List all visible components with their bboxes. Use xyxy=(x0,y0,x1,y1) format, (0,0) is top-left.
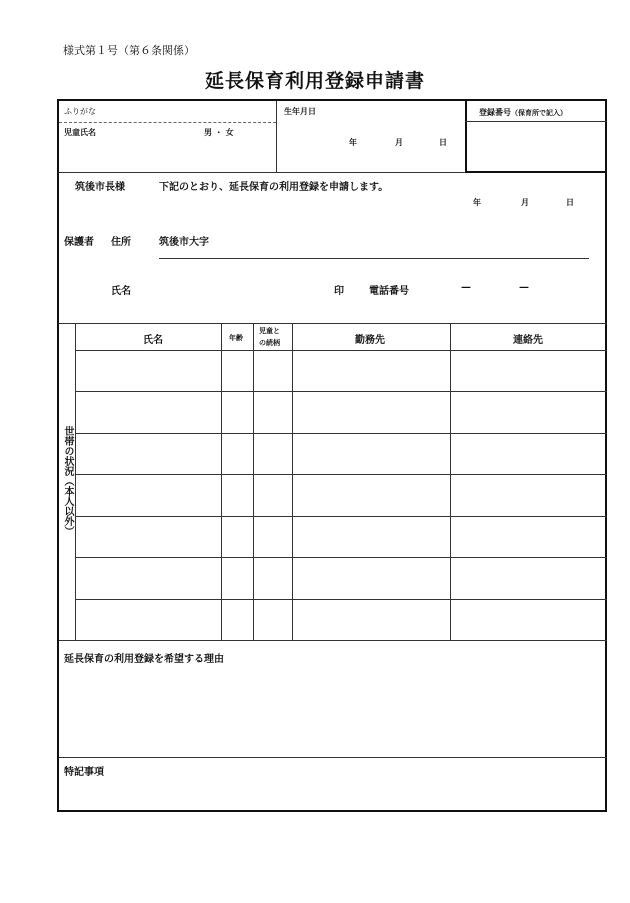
reason-bottom-border xyxy=(59,757,607,758)
application-day-label: 日 xyxy=(566,198,574,207)
gender-options[interactable]: 男 ・ 女 xyxy=(204,128,234,137)
table-row xyxy=(75,433,607,434)
application-month-label: 月 xyxy=(521,198,529,207)
seal-mark: 印 xyxy=(334,286,344,297)
household-side-label: 世帯の状況（本人以外） xyxy=(62,426,73,536)
col-header-workplace: 勤務先 xyxy=(355,335,385,346)
col-divider-relation-work xyxy=(292,323,293,640)
birthdate-label: 生年月日 xyxy=(284,107,316,116)
household-side-divider xyxy=(75,323,76,640)
phone-label: 電話番号 xyxy=(369,286,409,297)
furigana-divider xyxy=(59,122,276,123)
registration-note: （保育所で記入） xyxy=(511,109,567,117)
address-label: 住所 xyxy=(111,237,131,248)
application-statement: 下記のとおり、延長保育の利用登録を申請します。 xyxy=(159,182,389,193)
table-row xyxy=(75,557,607,558)
phone-dash-2: — xyxy=(519,282,529,293)
col-header-name: 氏名 xyxy=(143,335,163,346)
household-header-bottom xyxy=(75,350,607,351)
birth-year-label: 年 xyxy=(349,138,357,147)
col-divider-work-contact xyxy=(450,323,451,640)
guardian-label: 保護者 xyxy=(64,237,94,248)
col-header-contact: 連絡先 xyxy=(513,335,543,346)
child-name-label: 児童氏名 xyxy=(64,128,96,137)
addressee: 筑後市長様 xyxy=(75,182,125,193)
guardian-name-label: 氏名 xyxy=(111,286,131,297)
child-row-bottom xyxy=(59,172,466,173)
furigana-label: ふりがな xyxy=(64,107,96,116)
registration-header-divider xyxy=(465,121,607,122)
divider-birth-reg xyxy=(465,101,467,173)
phone-dash-1: — xyxy=(461,282,471,293)
form-number: 様式第１号（第６条関係） xyxy=(63,44,195,57)
table-row xyxy=(75,391,607,392)
birth-day-label: 日 xyxy=(439,138,447,147)
col-header-age: 年齢 xyxy=(229,334,243,342)
col-divider-name-age xyxy=(221,323,222,640)
table-row xyxy=(75,474,607,475)
table-row xyxy=(75,516,607,517)
application-year-label: 年 xyxy=(473,198,481,207)
notes-label: 特記事項 xyxy=(64,767,104,778)
registration-number-text: 登録番号 xyxy=(479,108,511,117)
document-title: 延長保育利用登録申請書 xyxy=(204,70,425,92)
registration-box-bottom xyxy=(465,171,607,173)
household-bottom-border xyxy=(59,640,607,641)
application-form xyxy=(57,99,607,812)
divider-child-birth xyxy=(276,101,277,172)
table-row xyxy=(75,599,607,600)
address-underline[interactable] xyxy=(159,258,589,259)
address-prefix: 筑後市大字 xyxy=(159,237,209,248)
col-divider-age-relation xyxy=(253,323,254,640)
birth-month-label: 月 xyxy=(395,138,403,147)
col-header-relation-1: 児童と xyxy=(259,327,280,335)
household-top-border xyxy=(59,323,607,324)
registration-number-label xyxy=(479,107,567,118)
reason-label: 延長保育の利用登録を希望する理由 xyxy=(64,654,224,665)
col-header-relation-2: の続柄 xyxy=(259,339,280,347)
